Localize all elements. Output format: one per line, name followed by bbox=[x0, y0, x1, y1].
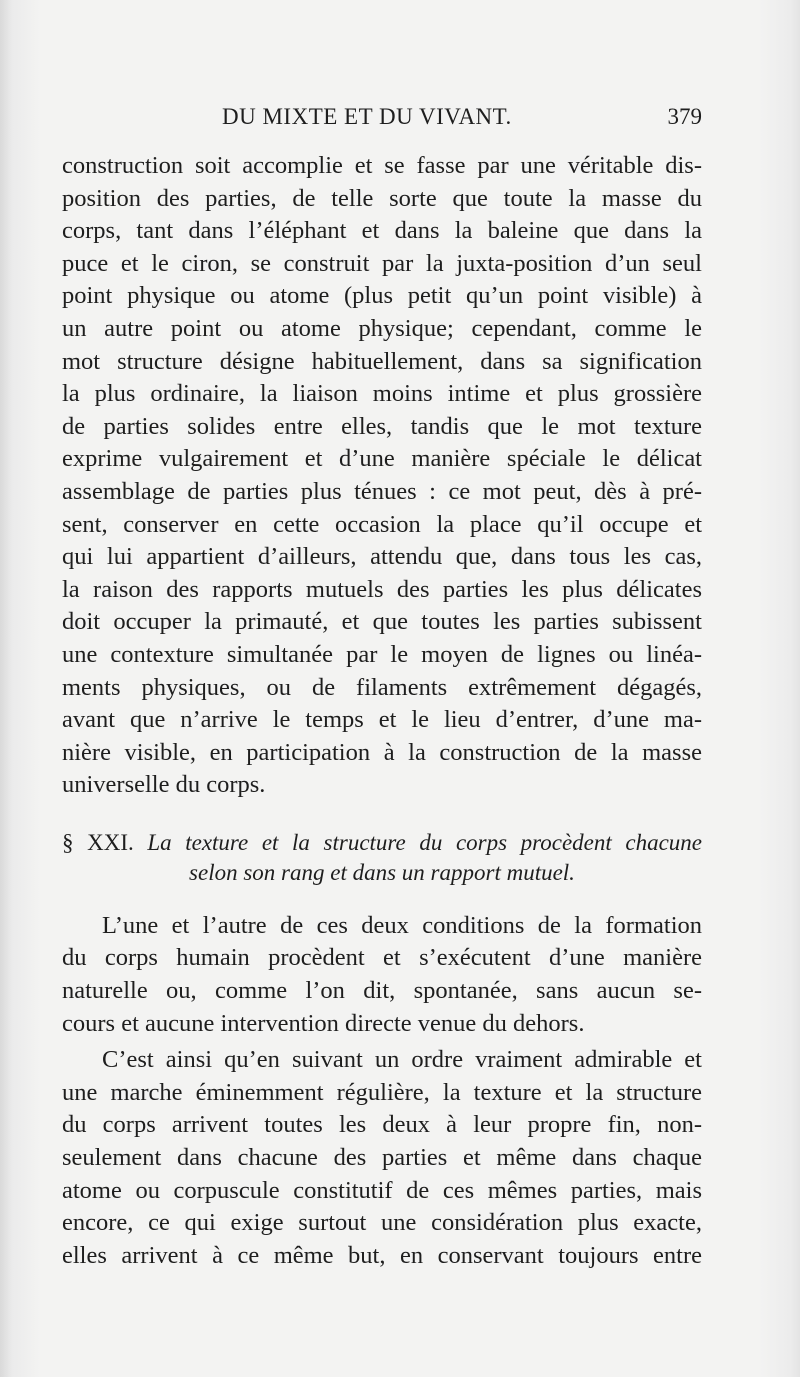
text-line: avant que n’arrive le temps et le lieu d’entrer, d’une ma- bbox=[62, 706, 702, 734]
text-line: seulement dans chacune des parties et même dans chaque bbox=[62, 1144, 702, 1172]
text-line: assemblage de parties plus ténues : ce mot peut, dès à pré- bbox=[62, 477, 702, 505]
text-line: naturelle ou, comme l’on dit, spontanée, sans aucun se- bbox=[62, 977, 702, 1005]
paragraph bbox=[62, 1044, 702, 1272]
paragraph bbox=[62, 910, 702, 1040]
text-line: universelle du corps. bbox=[62, 771, 266, 799]
text-line: mot structure désigne habituellement, dans sa signification bbox=[62, 347, 702, 375]
text-line: du corps arrivent toutes les deux à leur propre fin, non- bbox=[62, 1111, 702, 1139]
section-title-line-1 bbox=[62, 828, 702, 858]
text-line: nière visible, en participation à la construction de la masse bbox=[62, 738, 702, 766]
text-line: corps, tant dans l’éléphant et dans la baleine que dans la bbox=[62, 217, 702, 245]
running-title: DU MIXTE ET DU VIVANT. bbox=[222, 104, 512, 129]
text-line: la plus ordinaire, la liaison moins intime et plus grossière bbox=[62, 380, 702, 408]
text-line: une marche éminemment régulière, la texture et la structure bbox=[62, 1078, 702, 1106]
text-line: construction soit accomplie et se fasse par une véritable dis- bbox=[62, 152, 702, 179]
text-line: cours et aucune intervention directe venue du dehors. bbox=[62, 1009, 585, 1037]
text-line: un autre point ou atome physique; cependant, comme le bbox=[62, 314, 702, 342]
text-line: une contexture simultanée par le moyen de lignes ou linéa- bbox=[62, 640, 702, 668]
text-line: la raison des rapports mutuels des parties les plus délicates bbox=[62, 575, 702, 603]
text-line: position des parties, de telle sorte que toute la masse du bbox=[62, 184, 702, 212]
section-title-line-2: selon son rang et dans un rapport mutuel. bbox=[189, 859, 575, 885]
section-number: § XXI. bbox=[62, 829, 134, 855]
text-line: du corps humain procèdent et s’exécutent d’une manière bbox=[62, 944, 702, 972]
paragraph-continued bbox=[62, 150, 702, 802]
text-line: point physique ou atome (plus petit qu’un point visible) à bbox=[62, 282, 702, 310]
text-line: de parties solides entre elles, tandis que le mot texture bbox=[62, 412, 702, 440]
page-body bbox=[62, 150, 702, 1272]
section-heading bbox=[62, 828, 702, 888]
text-line: exprime vulgairement et d’une manière spéciale le délicat bbox=[62, 445, 702, 473]
section-title-text: La texture et la structure du corps procèdent chacune bbox=[147, 829, 702, 855]
text-line: ments physiques, ou de filaments extrêmement dégagés, bbox=[62, 673, 702, 701]
text-line: encore, ce qui exige surtout une considération plus exacte, bbox=[62, 1209, 702, 1237]
text-line: puce et le ciron, se construit par la juxta-position d’un seul bbox=[62, 249, 702, 277]
text-line: qui lui appartient d’ailleurs, attendu que, dans tous les cas, bbox=[62, 543, 702, 571]
text-line: atome ou corpuscule constitutif de ces mêmes parties, mais bbox=[62, 1176, 702, 1204]
running-head bbox=[62, 104, 702, 138]
text-line: L’une et l’autre de ces deux conditions de la formation bbox=[102, 911, 702, 939]
page-number: 379 bbox=[667, 104, 702, 129]
text-line: elles arrivent à ce même but, en conservant toujours entre bbox=[62, 1241, 702, 1269]
text-line: C’est ainsi qu’en suivant un ordre vraiment admirable et bbox=[102, 1046, 702, 1074]
text-line: sent, conserver en cette occasion la place qu’il occupe et bbox=[62, 510, 702, 538]
text-line: doit occuper la primauté, et que toutes les parties subissent bbox=[62, 608, 702, 636]
